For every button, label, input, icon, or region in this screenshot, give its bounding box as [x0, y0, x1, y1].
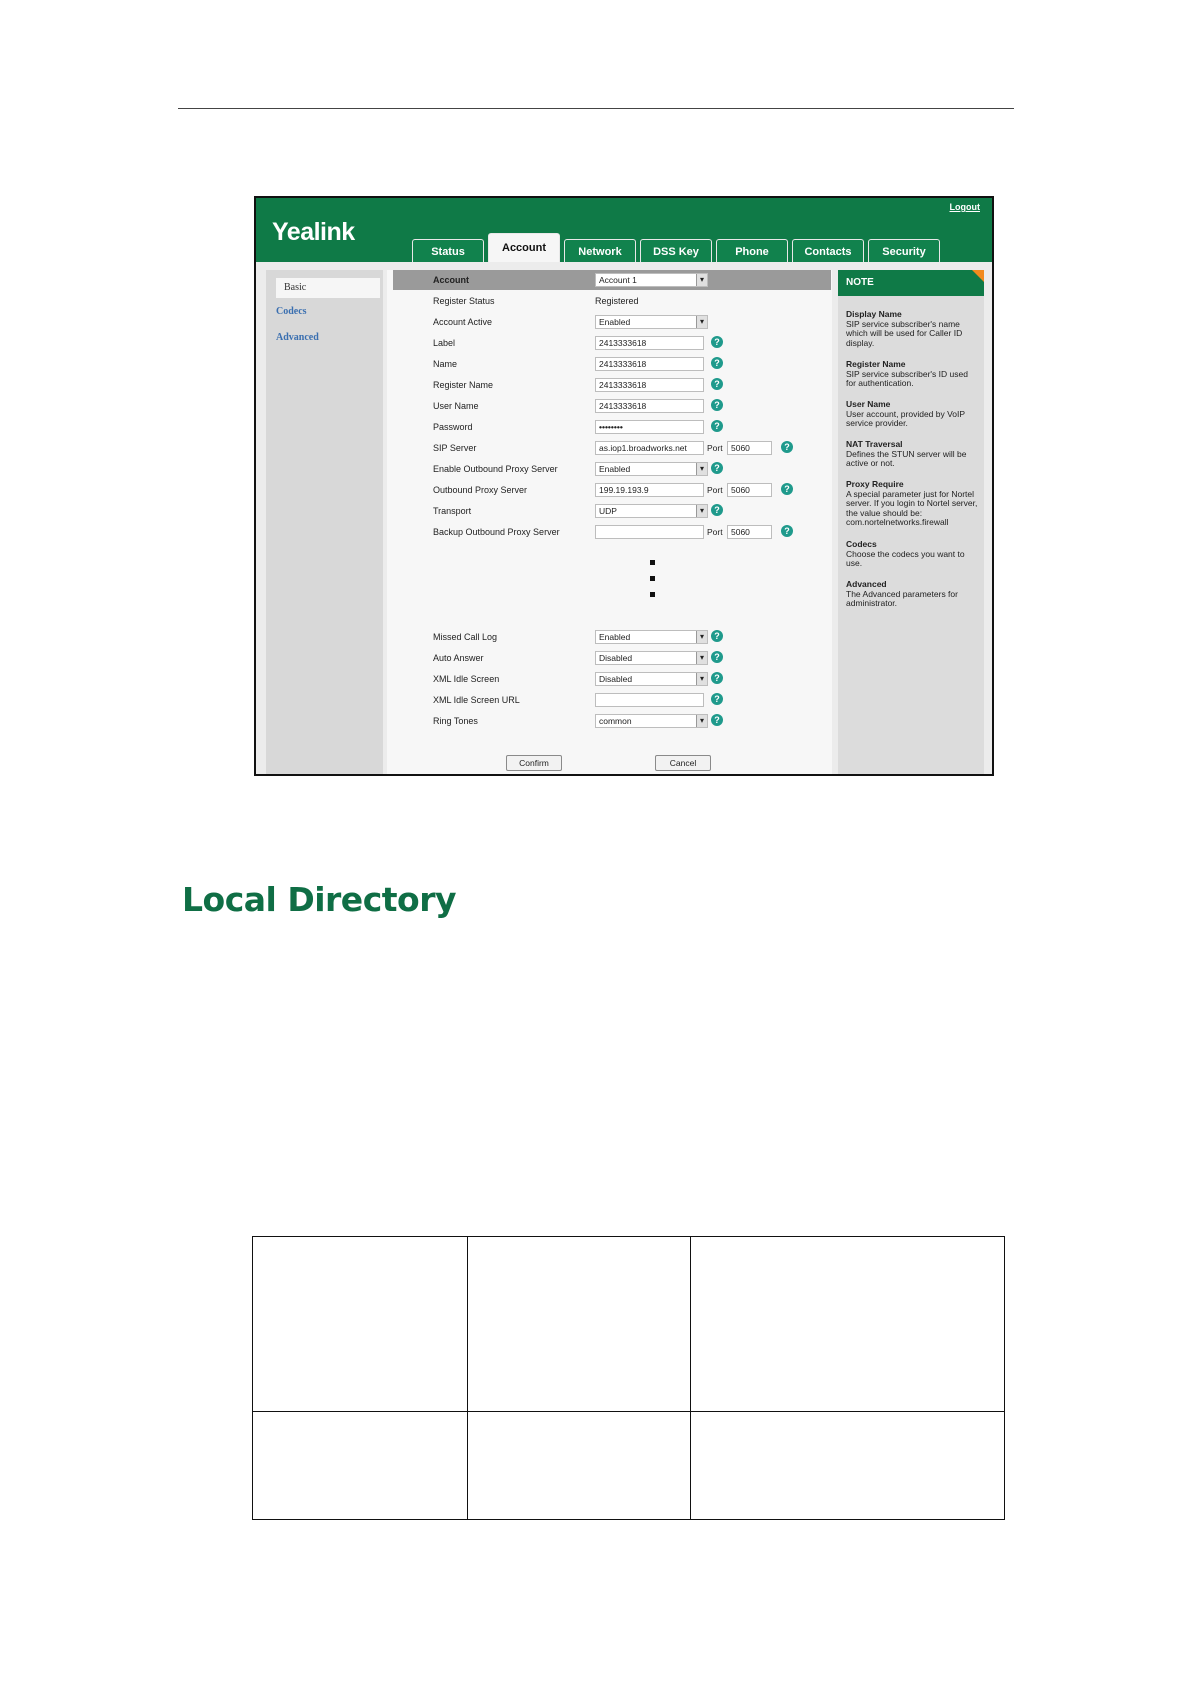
note-title: NOTE [838, 270, 984, 296]
table-cell [691, 1412, 1005, 1520]
help-icon[interactable]: ? [711, 336, 723, 348]
backup-outbound-label: Backup Outbound Proxy Server [433, 527, 560, 537]
port-label: Port [707, 485, 723, 495]
tab-network[interactable]: Network [564, 239, 636, 262]
auto-answer-label: Auto Answer [433, 653, 484, 663]
sidebar-item-basic[interactable]: Basic [276, 278, 380, 298]
auto-answer-select[interactable]: Disabled ▾ [595, 651, 708, 665]
account-active-select[interactable]: Enabled ▾ [595, 315, 708, 329]
register-status-value: Registered [595, 296, 639, 306]
note-entry: Advanced The Advanced parameters for administrator. [846, 579, 958, 608]
ellipsis-dot [650, 560, 655, 565]
label-label: Label [433, 338, 456, 348]
user-name-label: User Name [433, 401, 479, 411]
account-label: Account [433, 275, 469, 285]
note-entry: User Name User account, provided by VoIP service provider. [846, 399, 965, 428]
sip-port-input[interactable]: 5060 [727, 441, 772, 455]
transport-label: Transport [433, 506, 472, 516]
ellipsis-dot [650, 576, 655, 581]
note-corner-mark [972, 270, 984, 282]
table-cell [253, 1237, 468, 1412]
sidebar-item-advanced[interactable]: Advanced [276, 332, 319, 343]
ellipsis-dot [650, 592, 655, 597]
name-label: Name [433, 359, 458, 369]
user-name-input[interactable]: 2413333618 [595, 399, 704, 413]
account-active-label: Account Active [433, 317, 493, 327]
help-icon[interactable]: ? [711, 651, 723, 663]
top-header [256, 198, 992, 262]
help-icon[interactable]: ? [711, 378, 723, 390]
cancel-button[interactable]: Cancel [655, 755, 711, 771]
note-entry: Register Name SIP service subscriber's ID used for authentication. [846, 359, 968, 388]
transport-select[interactable]: UDP ▾ [595, 504, 708, 518]
port-label: Port [707, 527, 723, 537]
help-icon[interactable]: ? [711, 420, 723, 432]
outbound-proxy-input[interactable]: 199.19.193.9 [595, 483, 704, 497]
table-cell [691, 1237, 1005, 1412]
missed-call-label: Missed Call Log [433, 632, 498, 642]
label-input[interactable]: 2413333618 [595, 336, 704, 350]
help-icon[interactable]: ? [711, 630, 723, 642]
account-select[interactable]: Account 1 ▾ [595, 273, 708, 287]
xml-idle-select[interactable]: Disabled ▾ [595, 672, 708, 686]
help-icon[interactable]: ? [711, 504, 723, 516]
backup-port-input[interactable]: 5060 [727, 525, 772, 539]
port-label: Port [707, 443, 723, 453]
tab-contacts[interactable]: Contacts [792, 239, 864, 262]
password-label: Password [433, 422, 473, 432]
yealink-logo: Yealink [272, 218, 355, 246]
xml-idle-label: XML Idle Screen [433, 674, 500, 684]
register-status-label: Register Status [433, 296, 495, 306]
sip-server-input[interactable]: as.iop1.broadworks.net [595, 441, 704, 455]
help-icon[interactable]: ? [711, 399, 723, 411]
tab-status[interactable]: Status [412, 239, 484, 262]
empty-table [252, 1236, 1005, 1520]
tab-dss-key[interactable]: DSS Key [640, 239, 712, 262]
header-rule [178, 108, 1014, 109]
sip-server-label: SIP Server [433, 443, 477, 453]
note-entry: Codecs Choose the codecs you want to use. [846, 539, 965, 568]
sidebar [266, 270, 383, 776]
missed-call-select[interactable]: Enabled ▾ [595, 630, 708, 644]
tab-phone[interactable]: Phone [716, 239, 788, 262]
confirm-button[interactable]: Confirm [506, 755, 562, 771]
section-title: Local Directory [182, 880, 456, 919]
table-cell [468, 1237, 691, 1412]
note-entry: NAT Traversal Defines the STUN server will be active or not. [846, 439, 967, 468]
note-entry: Display Name SIP service subscriber's name which will be used for Caller ID display. [846, 309, 963, 348]
table-cell [468, 1412, 691, 1520]
help-icon[interactable]: ? [781, 525, 793, 537]
enable-outbound-select[interactable]: Enabled ▾ [595, 462, 708, 476]
help-icon[interactable]: ? [711, 462, 723, 474]
enable-outbound-label: Enable Outbound Proxy Server [433, 464, 558, 474]
outbound-proxy-label: Outbound Proxy Server [433, 485, 528, 495]
tab-security[interactable]: Security [868, 239, 940, 262]
tab-account[interactable]: Account [488, 233, 560, 262]
xml-idle-url-input[interactable] [595, 693, 704, 707]
help-icon[interactable]: ? [711, 357, 723, 369]
ring-tones-label: Ring Tones [433, 716, 478, 726]
sidebar-item-codecs[interactable]: Codecs [276, 306, 307, 317]
help-icon[interactable]: ? [711, 714, 723, 726]
help-icon[interactable]: ? [781, 483, 793, 495]
web-ui-screenshot [254, 196, 994, 776]
xml-idle-url-label: XML Idle Screen URL [433, 695, 520, 705]
register-name-label: Register Name [433, 380, 494, 390]
help-icon[interactable]: ? [781, 441, 793, 453]
backup-outbound-input[interactable] [595, 525, 704, 539]
name-input[interactable]: 2413333618 [595, 357, 704, 371]
logout-link[interactable]: Logout [949, 202, 980, 212]
note-entry: Proxy Require A special parameter just for Nortel server. If you login to Nortel server, the value should be: com.nortelnetworks.firewall [846, 479, 978, 527]
outbound-port-input[interactable]: 5060 [727, 483, 772, 497]
table-cell [253, 1412, 468, 1520]
password-input[interactable]: •••••••• [595, 420, 704, 434]
help-icon[interactable]: ? [711, 672, 723, 684]
register-name-input[interactable]: 2413333618 [595, 378, 704, 392]
note-panel [838, 270, 984, 776]
help-icon[interactable]: ? [711, 693, 723, 705]
ring-tones-select[interactable]: common ▾ [595, 714, 708, 728]
account-form [387, 270, 832, 776]
